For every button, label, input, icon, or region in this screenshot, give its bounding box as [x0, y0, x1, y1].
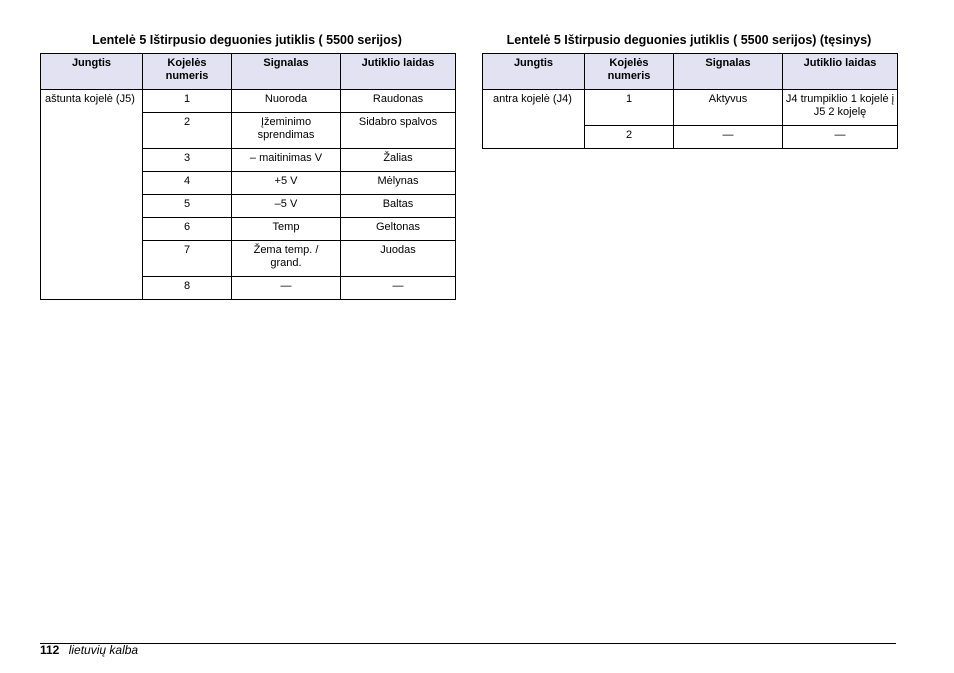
signal-cell: Nuoroda: [232, 90, 341, 113]
signal-cell: —: [232, 277, 341, 300]
table1-header-row: [41, 54, 456, 90]
wire-cell: Mėlynas: [341, 172, 456, 195]
pin-cell: 1: [143, 90, 232, 113]
signal-cell: – maitinimas V: [232, 149, 341, 172]
table-row: [41, 90, 456, 113]
header-signal: Signalas: [232, 54, 341, 90]
pin-cell: 7: [143, 241, 232, 277]
connector-cell: antra kojelė (J4): [483, 90, 585, 149]
footer-language: lietuvių kalba: [68, 643, 139, 657]
header-sensor-wire: Jutiklio laidas: [341, 54, 456, 90]
signal-cell: –5 V: [232, 195, 341, 218]
pin-cell: 2: [143, 113, 232, 149]
signal-cell: Temp: [232, 218, 341, 241]
signal-cell: Aktyvus: [674, 90, 783, 126]
signal-cell: —: [674, 126, 783, 149]
pin-cell: 1: [585, 90, 674, 126]
wire-cell: —: [783, 126, 898, 149]
header-signal: Signalas: [674, 54, 783, 90]
signal-cell: Įžeminimo sprendimas: [232, 113, 341, 149]
wire-cell: J4 trumpiklio 1 kojelė į J5 2 kojelę: [783, 90, 898, 126]
wire-cell: Geltonas: [341, 218, 456, 241]
connector-cell: aštunta kojelė (J5): [41, 90, 143, 300]
pin-cell: 8: [143, 277, 232, 300]
pin-cell: 4: [143, 172, 232, 195]
wire-cell: Sidabro spalvos: [341, 113, 456, 149]
signal-cell: Žema temp. / grand.: [232, 241, 341, 277]
table2-caption: Lentelė 5 Ištirpusio deguonies jutiklis ( 5500 serijos) (tęsinys): [506, 33, 872, 47]
wire-cell: Raudonas: [341, 90, 456, 113]
pin-cell: 3: [143, 149, 232, 172]
table2: [482, 53, 898, 149]
header-pin-number: Kojelės numeris: [585, 54, 674, 90]
page-number: 112: [40, 643, 60, 657]
table2-header-row: [483, 54, 898, 90]
table-row: [483, 90, 898, 126]
wire-cell: —: [341, 277, 456, 300]
signal-cell: +5 V: [232, 172, 341, 195]
page-footer: [40, 643, 138, 657]
header-connector: Jungtis: [41, 54, 143, 90]
wire-cell: Žalias: [341, 149, 456, 172]
header-connector: Jungtis: [483, 54, 585, 90]
table1: [40, 53, 456, 300]
pin-cell: 5: [143, 195, 232, 218]
pin-cell: 2: [585, 126, 674, 149]
header-pin-number: Kojelės numeris: [143, 54, 232, 90]
wire-cell: Juodas: [341, 241, 456, 277]
wire-cell: Baltas: [341, 195, 456, 218]
footer-divider: [40, 643, 896, 644]
pin-cell: 6: [143, 218, 232, 241]
header-sensor-wire: Jutiklio laidas: [783, 54, 898, 90]
table1-caption: Lentelė 5 Ištirpusio deguonies jutiklis ( 5500 serijos): [92, 33, 402, 47]
